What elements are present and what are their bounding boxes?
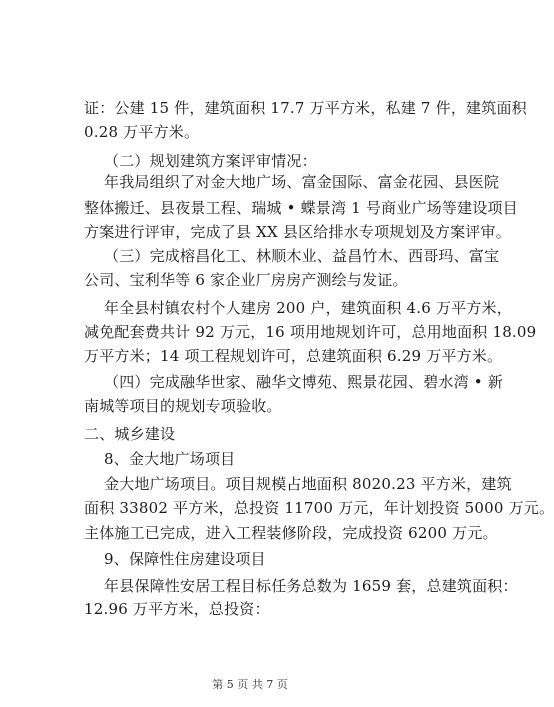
- section-heading: 二、城乡建设: [84, 425, 176, 443]
- body-text-line: 年县保障性安居工程目标任务总数为 1659 套，总建筑面积：: [104, 577, 518, 595]
- body-text-line: 整体搬迁、县夜景工程、瑞城 • 蝶景湾 1 号商业广场等建设项目: [84, 199, 518, 217]
- body-text-line: 减免配套费共计 92 万元，16 项用地规划许可，总用地面积 18.09: [84, 323, 537, 341]
- page-number-footer: 第 5 页 共 7 页: [212, 678, 288, 691]
- body-text-line: 面积 33802 平方米，总投资 11700 万元，年计划投资 5000 万元。: [84, 499, 554, 517]
- body-text-line: 12.96 万平方米，总投资：: [84, 600, 270, 618]
- section-heading: 9、保障性住房建设项目: [104, 550, 266, 568]
- body-text-line: 0.28 万平方米。: [84, 123, 200, 141]
- body-text-line: 主体施工已完成，进入工程装修阶段，完成投资 6200 万元。: [84, 524, 498, 542]
- body-text-line: 金大地广场项目。项目规模占地面积 8020.23 平方米，建筑: [104, 475, 512, 493]
- body-text-line: 公司、宝利华等 6 家企业厂房房产测绘与发证。: [84, 271, 408, 289]
- body-text-line: 南城等项目的规划专项验收。: [84, 397, 282, 415]
- section-heading: （四）完成融华世家、融华文博苑、熙景花园、碧水湾 • 新: [104, 373, 503, 391]
- body-text-line: 证：公建 15 件，建筑面积 17.7 万平方米，私建 7 件，建筑面积: [84, 99, 527, 117]
- body-text-line: 万平方米；14 项工程规划许可，总建筑面积 6.29 万平方米。: [84, 347, 503, 365]
- body-text-line: 年我局组织了对金大地广场、富金国际、富金花园、县医院: [104, 173, 500, 191]
- body-text-line: 年全县村镇农村个人建房 200 户，建筑面积 4.6 万平方米，: [104, 299, 512, 317]
- body-text-line: 方案进行评审，完成了县 XX 县区给排水专项规划及方案评审。: [84, 223, 511, 241]
- section-heading: 8、金大地广场项目: [104, 450, 236, 468]
- section-heading: （二）规划建筑方案评审情况：: [104, 152, 317, 170]
- section-heading: （三）完成榕昌化工、林顺木业、益昌竹木、西哥玛、富宝: [104, 247, 500, 265]
